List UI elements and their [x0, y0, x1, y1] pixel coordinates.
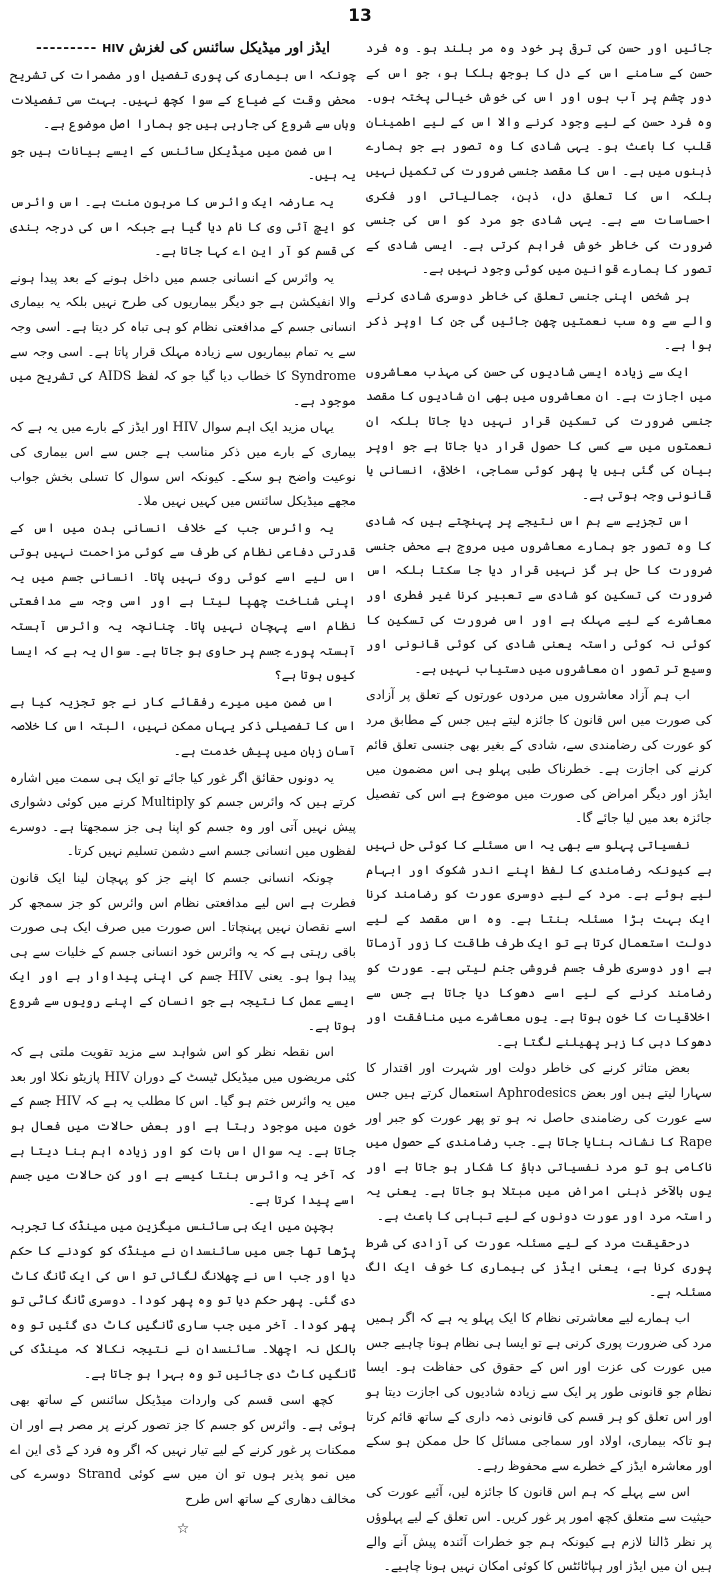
heading-latin: HIV: [102, 42, 124, 55]
paragraph: جائیں اور حسن کی ترقی پر خود وہ مر بلند ہو۔ وہ فرد حسن کے سامنے اس کے دل کا بوجھ ہلکا ہو، جو اس کے دور چشم پر آب ہوں اور اس کی خوش خیالی پختہ ہوں۔ وہ فرد حسن کے لیے وجود کرنے والا اس کے لیے اطمینان قلب کا باعث ہو۔ یہی شادی کا وہ تصور ہے جو ہمارے ذہنوں میں ہے۔ اس کا مقصد جنسی ضرورت کی تکمیل نہیں بلکہ اس کا تعلق دل، ذہن، جمالیاتی اور فکری احساسات سے ہے۔ یہی شادی جو مرد کو اس کی جنسی ضرورت کی خاطر خوش فراہم کرتی ہے۔ ایسی شادی کے تصور کا ہمارے قوانین میں کوئی وجود نہیں ہے۔: [366, 40, 712, 277]
paragraph: اب ہم آزاد معاشروں میں مردوں عورتوں کے تعلق پر آزادی کی صورت میں اس قانون کا جائزہ لیتے ہیں جس کے مطابق مرد کو عورت کی رضامندی سے، شادی کے بغیر بھی جنسی تعلق قائم کرنے کی اجازت ہے۔ خطرناک طبی پہلو ہی اس مضمون میں ایڈز اور دیگر امراض کی صورت میں موضوع ہے اس کی تفصیل جائزہ بعد میں لیا جائے گا۔: [366, 687, 712, 826]
paragraph: کچھ اسی قسم کی واردات میڈیکل سائنس کے ساتھ بھی ہوئی ہے۔ وائرس کو جسم کا جز تصور کرنے پر مصر ہے اور ان ممکنات پر غور کرنے کے لیے تیار نہیں کہ اگر وہ فرد کے ڈی این اے میں نمو پذیر ہوں تو ان میں سے کوئی Strand دوسرے کی مخالف دھاری کے ساتھ اس طرح: [10, 1392, 356, 1506]
paragraph: ایک سے زیادہ ایسی شادیوں کی حسن کی مہذب معاشروں میں اجازت ہے۔ ان معاشروں میں بھی ان شادیوں کا مقصد جنسی ضرورت کی تسکین قرار نہیں دیا جاتا بلکہ ان نعمتوں میں سے کسی کا حصول قرار دیا جاتا ہے جو اوپر بیان کی گئی ہیں یا پھر کوئی سماجی، اخلاقی، انسانی یا قانونی وجہ ہوتی ہے۔: [366, 363, 712, 502]
heading-dashes: ---------: [36, 40, 98, 56]
paragraph: اس تجزیے سے ہم اس نتیجے پر پہنچتے ہیں کہ شادی کا وہ تصور جو ہمارے معاشروں میں مروج ہے محض جنسی ضرورت کا حل ہر گز نہیں قرار دیا جا سکتا بلکہ اس ضرورت کی تسکین کو شادی سے تعبیر کرنا غیر فطری اور معاشرے کے لیے مہلک ہے اور اس ضرورت کی تسکین کا کوئی نہ کوئی راستہ یعنی شادی کی کوئی قانونی اور وسیع تر تصور ان معاشروں میں دستیاب نہیں ہے۔: [366, 513, 712, 676]
right-column: [366, 36, 712, 1574]
paragraph: اب ہمارے لیے معاشرتی نظام کا ایک پہلو یہ ہے کہ اگر ہمیں مرد کی ضرورت پوری کرنی ہے تو ایسا ہی نظام ہونا چاہیے جس میں عورت کی عزت اور اس کے حقوق کی حفاظت ہو۔ ایسا نظام جو قانونی طور پر ایک سے زیادہ شادیوں کی اجازت دیتا ہو اور اس تعلق کو ہر قسم کی قانونی ذمہ داری کے ساتھ قائم کرتا ہو تاکہ بیماری، اولاد اور سماجی مسائل کا حل ممکن ہو سکے اور معاشرہ ایڈز کے خطرے سے محفوظ رہے۔: [366, 1310, 712, 1473]
paragraph: اس نقطہ نظر کو اس شواہد سے مزید تقویت ملتی ہے کہ کئی مریضوں میں میڈیکل ٹیسٹ کے دوران HIV پازیٹو نکلا اور بعد میں یہ وائرس ختم ہو گیا۔ اس کا مطلب یہ ہے کہ HIV جسم کے خون میں موجود رہتا ہے اور بعض حالات میں فعال ہو جاتا ہے۔ یہ سوال اس بات کو اور زیادہ اہم بنا دیتا ہے کہ آخر یہ وائرس بنتا کیسے ہے اور کن حالات میں جسم اسے پیدا کرتا ہے۔: [10, 1044, 357, 1207]
paragraph: اس ضمن میں میرے رفقائے کار نے جو تجزیہ کیا ہے اس کا تفصیلی ذکر یہاں ممکن نہیں، البتہ اس کا خلاصہ آسان زبان میں پیش خدمت ہے۔: [10, 693, 356, 759]
paragraph: یہاں مزید ایک اہم سوال HIV اور ایڈز کے بارے میں یہ ہے کہ بیماری کے بارے میں ذکر مناسب ہے جس سے اس بیماری کی نوعیت واضح ہو سکے۔ کیونکہ اس سوال کا تسلی بخش جواب مجھے میڈیکل سائنس میں کہیں نہیں ملا۔: [10, 419, 356, 509]
paragraph: بعض متاثر کرنے کی خاطر دولت اور شہرت اور اقتدار کا سہارا لیتے ہیں اور بعض Aphrodesics استعمال کرتے ہیں جس سے عورت کی رضامندی حاصل نہ ہو تو پھر عورت کو جبر اور Rape کا نشانہ بنایا جاتا ہے۔ جب رضامندی کے حصول میں ناکامی ہو تو مرد نفسیاتی دباؤ کا شکار ہو جاتا ہے اور یوں بالآخر ذہنی امراض میں مبتلا ہو جاتا ہے۔ یعنی یہ راستہ مرد اور عورت دونوں کے لیے تباہی کا باعث ہے۔: [366, 1060, 712, 1223]
paragraph: یہ وائرس کے انسانی جسم میں داخل ہونے کے بعد پیدا ہونے والا انفیکشن ہے جو دیگر بیماریوں کی طرح نہیں بلکہ یہ بیماری انسانی جسم کے مدافعتی نظام کو ہی تباہ کر دیتا ہے۔ اسی وجہ سے یہ تمام بیماریوں سے زیادہ مہلک قرار پاتا ہے۔ اسی وجہ سے Syndrome کا خطاب دیا گیا جو کہ لفظ AIDS کی تشریح میں موجود ہے۔: [10, 269, 356, 408]
paragraph: نفسیاتی پہلو سے بھی یہ اس مسئلے کا کوئی حل نہیں ہے کیونکہ رضامندی کا لفظ اپنے اندر شکوک اور ابہام لیے ہوئے ہے۔ مرد کے لیے دوسری عورت کو رضامند کرنا ایک بہت بڑا مسئلہ بنتا ہے۔ وہ اس مقصد کے لیے دولت استعمال کرتا ہے تو ایک طرف طاقت کا زور آزماتا ہے اور دوسری طرف جسم فروشی جنم لیتی ہے۔ عورت کو رضامند کرنے کے لیے اسے دھوکا دیا جاتا ہے جس سے اخلاقیات کا خون ہوتا ہے۔ یوں معاشرے میں منافقت اور دھوکا دہی کا زہر پھیلنے لگتا ہے۔: [366, 837, 712, 1049]
paragraph: درحقیقت مرد کے لیے مسئلہ عورت کی آزادی کی شرط پوری کرنا ہے، یعنی ایڈز کی بیماری کا خوف ایک الگ مسئلہ ہے۔: [366, 1234, 712, 1299]
paragraph: یہ عارضہ ایک وائرس کا مرہون منت ہے۔ اس وائرس کو ایچ آئی وی کا نام دیا گیا ہے جبکہ اس کی درجہ بندی کی قسم کو آر این اے کہا جاتا ہے۔: [10, 193, 356, 259]
section-heading: [10, 36, 356, 61]
paragraph: چونکہ انسانی جسم کا اپنے جز کو پہچان لینا ایک قانون فطرت ہے اس لیے مدافعتی نظام اس وائرس کو جز سمجھ کر اسے نقصان نہیں پہنچاتا۔ اس صورت میں صرف ایک ہی صورت باقی رہتی ہے کہ یہ وائرس خود انسانی جسم کے خلیات سے ہی پیدا ہوا ہو۔ یعنی HIV جسم کی اپنی پیداوار ہے اور ایک ایسے عمل کا نتیجہ ہے جو انسان کے اپنے رویوں سے شروع ہوتا ہے۔: [10, 870, 356, 1033]
paragraph: اس ضمن میں میڈیکل سائنس کے ایسے بیانات ہیں جو یہ ہیں۔: [10, 142, 356, 183]
paragraph: چونکہ اس بیماری کی پوری تفصیل اور مضمرات کی تشریح محض وقت کے ضیاع کے سوا کچھ نہیں۔ بہت سی تفصیلات وہاں سے شروع کی جارہی ہیں جو ہمارا اصل موضوع ہے۔: [10, 67, 356, 132]
paragraph: بچپن میں ایک ہی سائنس میگزین میں مینڈک کا تجربہ پڑھا تھا جس میں سائنسدان نے مینڈک کو کودنے کا حکم دیا اور جب اس نے چھلانگ لگائی تو اس کی ایک ٹانگ کاٹ دی گئی۔ پھر حکم دیا تو وہ پھر کودا۔ دوسری ٹانگ کاٹی تو پھر کودا۔ آخر میں جب ساری ٹانگیں کاٹ دی گئیں تو وہ بالکل نہ اچھلا۔ سائنسدان نے نتیجہ نکالا کہ مینڈک کی ٹانگیں کاٹ دی جائیں تو وہ بہرا ہو جاتا ہے۔: [10, 1218, 356, 1381]
paragraph: اس سے پہلے کہ ہم اس قانون کا جائزہ لیں، آئیے عورت کی حیثیت سے متعلق کچھ امور پر غور کریں۔ اس تعلق کے لیے پہلوؤں پر نظر ڈالنا لازم ہے کیونکہ ہم جو خطرات آئندہ پیش آنے والے ہیں ان میں ایڈز اور ہپاٹائٹس کا کوئی امکان نہیں ہونا چاہیے۔: [366, 1484, 712, 1574]
left-column: [10, 36, 357, 1538]
end-mark-star-icon: ☆: [176, 1521, 190, 1538]
page-number: 13: [348, 6, 372, 26]
paragraph: یہ وائرس جب کے خلاف انسانی بدن میں اس کے قدرتی دفاعی نظام کی طرف سے کوئی مزاحمت نہیں ہوتی اس لیے اسے کوئی روک نہیں پاتا۔ انسانی جسم میں یہ اپنی شناخت چھپا لیتا ہے اور اسی وجہ سے مدافعتی نظام اسے پہچان نہیں پاتا۔ چنانچہ یہ وائرس آہستہ آہستہ پورے جسم پر حاوی ہو جاتا ہے۔ سوال یہ ہے کہ ایسا کیوں ہوتا ہے؟: [10, 519, 356, 683]
paragraph: یہ دونوں حقائق اگر غور کیا جائے تو ایک ہی سمت میں اشارہ کرتے ہیں کہ وائرس جسم کو Multiply کرنے میں کوئی دشواری پیش نہیں آتی اور وہ جسم کو اپنا ہی جز سمجھتا ہے۔ دوسرے لفظوں میں انسانی جسم اسے دشمن تسلیم نہیں کرتا۔: [10, 769, 356, 859]
paragraph: ہر شخص اپنی جنسی تعلق کی خاطر دوسری شادی کرنے والے سے وہ سب نعمتیں چھن جائیں گی جن کا اوپر ذکر ہوا ہے۔: [366, 287, 712, 353]
heading-title: ایڈز اور میڈیکل سائنس کی لغزش: [128, 40, 330, 56]
